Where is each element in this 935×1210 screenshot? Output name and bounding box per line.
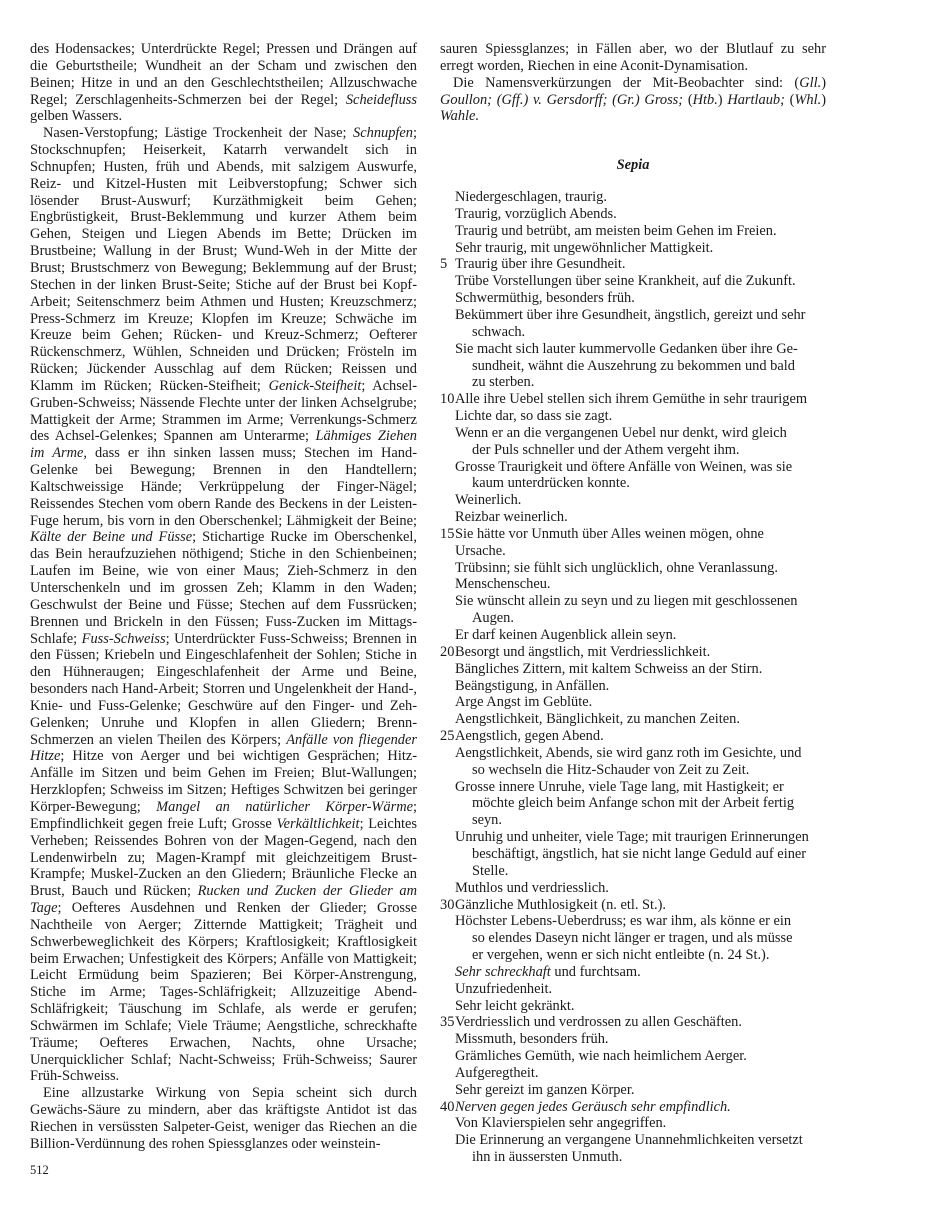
text-run: Bekümmert über ihre Gesundheit, ängstlich, gereizt und sehr bbox=[455, 306, 806, 323]
italic-text: Scheidefluss bbox=[345, 91, 417, 108]
symptom-entry bbox=[440, 341, 826, 392]
symptom-text bbox=[455, 964, 826, 981]
symptom-continuation: seyn. bbox=[472, 812, 502, 829]
symptom-entry bbox=[440, 897, 826, 914]
symptom-entry bbox=[440, 694, 826, 711]
symptom-text bbox=[455, 509, 826, 526]
symptom-entry bbox=[440, 1082, 826, 1099]
symptom-entry bbox=[440, 745, 826, 779]
symptom-entry bbox=[440, 1031, 826, 1048]
text-run: Gänzliche Muthlosigkeit (n. etl. St.). bbox=[455, 896, 667, 913]
symptom-entry bbox=[440, 240, 826, 257]
symptom-continuation: der Puls schneller und der Athem vergeht ihm. bbox=[472, 441, 740, 458]
symptom-text bbox=[455, 206, 826, 223]
italic-text: Goullon; (Gff.) v. Gersdorff; (Gr.) Gross; bbox=[440, 91, 688, 108]
text-run: Unruhig und unheiter, viele Tage; mit traurigen Erinnerungen bbox=[455, 829, 809, 846]
symptom-entry bbox=[440, 425, 826, 459]
body-paragraph bbox=[30, 41, 417, 125]
text-run: Sehr leicht gekränkt. bbox=[455, 997, 575, 1014]
symptom-entry bbox=[440, 526, 826, 543]
symptom-continuation: Stelle. bbox=[472, 862, 509, 879]
symptom-text bbox=[455, 728, 826, 745]
text-run: Traurig über ihre Gesundheit. bbox=[455, 256, 626, 273]
symptom-text bbox=[455, 779, 826, 796]
symptom-entry bbox=[440, 256, 826, 273]
section-heading: Sepia bbox=[616, 157, 650, 174]
symptom-text bbox=[455, 661, 826, 678]
text-run: Von Klavierspielen sehr angegriffen. bbox=[455, 1115, 667, 1132]
symptom-text bbox=[455, 745, 826, 762]
text-run: Aengstlichkeit, Bänglichkeit, zu manchen Zeiten. bbox=[455, 711, 740, 728]
text-run: Traurig, vorzüglich Abends. bbox=[455, 205, 617, 222]
symptom-entry bbox=[440, 189, 826, 206]
line-number: 30 bbox=[440, 896, 455, 913]
symptom-continuation: so wechseln die Hitz-Schauder von Zeit zu Zeit. bbox=[472, 761, 750, 778]
text-run: Menschenscheu. bbox=[455, 576, 551, 593]
symptom-entry bbox=[440, 1099, 826, 1116]
text-run: ; Stichartige Rucke im Oberschenkel, das Bein heraufzuziehen nöthigend; Stiche in den Schienbeinen; Laufen im Beine, wie von einer Maus; Zieh-Schmerz in den Unterschenkeln und im grossen Zeh; Klamm in den Waden; Geschwulst der Beine und Füsse; Stechen auf dem Fussrücken; Brennen und Brickeln in den Füssen; Fuss-Zucken im Mittags-Schlafe; bbox=[30, 529, 417, 647]
symptom-text bbox=[455, 1048, 826, 1065]
symptom-text bbox=[455, 492, 826, 509]
symptom-text bbox=[455, 526, 826, 543]
text-run: Aengstlich, gegen Abend. bbox=[455, 728, 604, 745]
symptom-continuation: zu sterben. bbox=[472, 374, 535, 391]
symptom-entry bbox=[440, 307, 826, 341]
text-run: Niedergeschlagen, traurig. bbox=[455, 189, 607, 206]
text-run: Besorgt und ängstlich, mit Verdriesslichkeit. bbox=[455, 643, 711, 660]
text-run: Lichte dar, so dass sie zagt. bbox=[455, 408, 613, 425]
text-run: Sie hätte vor Unmuth über Alles weinen mögen, ohne bbox=[455, 525, 764, 542]
text-run: des Hodensackes; Unterdrückte Regel; Pressen und Drängen auf die Geburtstheile; Wundheit an der Scham und zwischen den Beinen; Hitze in und an den Geschlechtstheilen; Allzuschwache Regel; Zerschlagenheits-Schmerzen bei der Regel; bbox=[30, 41, 417, 108]
symptom-text bbox=[455, 543, 826, 560]
italic-text: Hartlaub; bbox=[727, 91, 785, 108]
symptom-text bbox=[455, 1099, 826, 1116]
text-run: Aufgeregtheit. bbox=[455, 1064, 539, 1081]
text-run: Wenn er an die vergangenen Uebel nur denkt, wird gleich bbox=[455, 424, 787, 441]
text-run: sauren Spiessglanzes; in Fällen aber, wo der Blutlauf zu sehr erregt worden, Riechen in eine Aconit-Dynamisation. bbox=[440, 41, 826, 74]
text-run: Trübsinn; sie fühlt sich unglücklich, ohne Veranlassung. bbox=[455, 559, 778, 576]
symptom-entry bbox=[440, 459, 826, 493]
text-run: ; Unterdrückter Fuss-Schweiss; Brennen in den Füssen; Kriebeln und Eingeschlafenheit der Sohlen; Stiche in den Hühneraugen; Eingeschlafenheit der Arme und Beine, besonders nach Hand-Arbeit; Storren und Ungelenkheit der Hand-, Knie- und Fuss-Gelenke; Geschwüre auf den Finger- und Zeh-Gelenken; Unruhe und Klopfen in allen Gliedern; Brenn-Schmerzen an vielen Theilen des Körpers; bbox=[30, 630, 418, 748]
symptom-text bbox=[455, 1132, 826, 1149]
symptom-text bbox=[455, 897, 826, 914]
symptom-entry bbox=[440, 1048, 826, 1065]
text-run: Eine allzustarke Wirkung von Sepia scheint sich durch Gewächs-Säure zu mindern, aber das kräftigste Antidot ist das Riechen in versüssten Salpeter-Geist, weniger das Riechen an die Billion-Verdünnung des rohen Spiessglanzes oder weinstein- bbox=[30, 1085, 417, 1152]
italic-text: Verkältlichkeit bbox=[276, 815, 360, 832]
symptom-text bbox=[455, 341, 826, 358]
italic-text: Whl. bbox=[794, 91, 822, 108]
text-run: Beängstigung, in Anfällen. bbox=[455, 677, 610, 694]
symptom-text bbox=[455, 408, 826, 425]
symptom-text bbox=[455, 273, 826, 290]
symptom-entry bbox=[440, 829, 826, 880]
text-run: Die Erinnerung an vergangene Unannehmlichkeiten versetzt bbox=[455, 1132, 803, 1149]
symptom-entry bbox=[440, 223, 826, 240]
symptom-entry bbox=[440, 576, 826, 593]
text-run: ; Oefteres Ausdehnen und Renken der Glieder; Grosse Nachtheile von Aerger; Zitternde Mattigkeit; Trägheit und Schwerbeweglichkeit des Körpers; Kraftlosigkeit; Kraftlosigkeit beim Erwachen; Unfestigkeit des Körpers; Anfälle von Mattigkeit; Leicht Ermüdung beim Spazieren; Bei Körper-Anstrengung, Stiche im Arme; Tages-Schläfrigkeit; Allzuzeitige Abend-Schläfrigkeit; Täuschung im Schlafe, als werde er gerufen; Schwärmen im Schlafe; Viele Träume; Aengstliche, schreckhafte Träume; Oefteres Erwachen, Nachts, ohne Ursache; Unerquicklicher Schlaf; Nacht-Schweiss; Früh-Schweiss; Saurer Früh-Schweiss. bbox=[30, 900, 417, 1085]
italic-text: Kälte der Beine und Füsse bbox=[30, 529, 193, 546]
italic-text: Gll. bbox=[799, 74, 822, 91]
symptom-entry bbox=[440, 273, 826, 290]
line-number: 40 bbox=[440, 1098, 455, 1115]
symptom-text bbox=[455, 1082, 826, 1099]
symptom-text bbox=[455, 678, 826, 695]
text-run: Weinerlich. bbox=[455, 492, 522, 509]
symptom-entry bbox=[440, 290, 826, 307]
symptom-continuation: möchte gleich beim Anfange schon mit der Arbeit fertig bbox=[472, 795, 795, 812]
symptom-entry bbox=[440, 981, 826, 998]
line-number: 20 bbox=[440, 643, 455, 660]
symptom-text bbox=[455, 223, 826, 240]
text-run: Grämliches Gemüth, wie nach heimlichem Aerger. bbox=[455, 1048, 747, 1065]
text-run: ; Achsel-Gruben-Schweiss; Nässende Flechte unter der linken Achselgrube; Mattigkeit der Arme; Strammen im Arme; Verrenkungs-Schmerz des Achsel-Gelenkes; Spannen am Unterarme; bbox=[30, 377, 417, 445]
symptom-list bbox=[440, 189, 826, 1166]
symptom-text bbox=[455, 913, 826, 930]
symptom-entry bbox=[440, 998, 826, 1015]
symptom-entry bbox=[440, 543, 826, 560]
symptom-entry bbox=[440, 644, 826, 661]
text-run: Grosse innere Unruhe, viele Tage lang, mit Hastigkeit; er bbox=[455, 778, 784, 795]
text-run: Sie macht sich lauter kummervolle Gedanken über ihre Ge- bbox=[455, 340, 798, 357]
symptom-text bbox=[455, 189, 826, 206]
text-run: ; Hitze von Aerger und bei wichtigen Gesprächen; Hitz-Anfälle im Sitzen und beim Gehen im Freien; Blut-Wallungen; Herzklopfen; Schweiss im Sitzen; Heftiges Schwitzen bei geringer Körper-Bewegung; bbox=[30, 748, 417, 815]
symptom-entry bbox=[440, 1115, 826, 1132]
symptom-continuation: ihn in äussersten Unmuth. bbox=[472, 1149, 623, 1166]
symptom-text bbox=[455, 627, 826, 644]
text-run: Grosse Traurigkeit und öftere Anfälle von Weinen, was sie bbox=[455, 458, 793, 475]
text-run: Bängliches Zittern, mit kaltem Schweiss an der Stirn. bbox=[455, 660, 763, 677]
text-run: Ursache. bbox=[455, 542, 506, 559]
text-run: ; Empfindlichkeit gegen freie Luft; Grosse bbox=[30, 798, 417, 832]
italic-text: Wahle. bbox=[440, 108, 480, 125]
symptom-entry bbox=[440, 728, 826, 745]
text-run: Sehr traurig, mit ungewöhnlicher Mattigkeit. bbox=[455, 239, 714, 256]
text-run: Sehr gereizt im ganzen Körper. bbox=[455, 1081, 635, 1098]
symptom-text bbox=[455, 711, 826, 728]
text-run: ( bbox=[687, 91, 693, 108]
symptom-text bbox=[455, 829, 826, 846]
symptom-text bbox=[455, 694, 826, 711]
italic-text: Schnupfen bbox=[353, 125, 413, 142]
symptom-entry bbox=[440, 391, 826, 408]
symptom-entry bbox=[440, 964, 826, 981]
page-number: 512 bbox=[30, 1163, 49, 1177]
symptom-text bbox=[455, 576, 826, 593]
symptom-continuation: beschäftigt, ängstlich, hat sie nicht lange Geduld auf einer bbox=[472, 845, 807, 862]
symptom-entry bbox=[440, 913, 826, 964]
line-number: 25 bbox=[440, 728, 455, 745]
symptom-text bbox=[455, 391, 826, 408]
symptom-entry bbox=[440, 880, 826, 897]
symptom-text bbox=[455, 1031, 826, 1048]
symptom-continuation: Augen. bbox=[472, 610, 514, 627]
italic-text: Genick-Steifheit bbox=[268, 377, 362, 394]
italic-text: Htb. bbox=[692, 91, 718, 108]
right-column bbox=[440, 41, 826, 1166]
symptom-text bbox=[455, 998, 826, 1015]
text-run: ) bbox=[717, 91, 728, 108]
line-number: 5 bbox=[440, 256, 448, 273]
symptom-text bbox=[455, 290, 826, 307]
text-run: Trübe Vorstellungen über seine Krankheit, auf die Zukunft. bbox=[455, 273, 796, 290]
symptom-text bbox=[455, 256, 826, 273]
text-run: , dass er ihn sinken lassen muss; Stechen im Hand-Gelenke bei Bewegung; Brennen in den Handtellern; Kaltschweissige Hände; Verkrüppelung der Finger-Nägel; Reissendes Stechen vom obern Rande des Beckens in der Leisten-Fuge herum, bis vorn in den Oberschenkel; Lähmigkeit der Beine; bbox=[30, 445, 417, 529]
symptom-continuation: kaum unterdrücken konnte. bbox=[472, 475, 630, 492]
symptom-text bbox=[455, 880, 826, 897]
italic-text: Mangel an natürlicher Körper-Wärme bbox=[156, 798, 413, 815]
symptom-text bbox=[455, 1014, 826, 1031]
symptom-text bbox=[455, 1115, 826, 1132]
text-run: Verdriesslich und verdrossen zu allen Geschäften. bbox=[455, 1014, 742, 1031]
text-run: Unzufriedenheit. bbox=[455, 980, 553, 997]
symptom-continuation: er vergehen, wenn er sich nicht entleibte (n. 24 St.). bbox=[472, 947, 770, 964]
italic-text: Anfälle von fliegender Hitze bbox=[30, 731, 417, 765]
text-run: Arge Angst im Geblüte. bbox=[455, 694, 593, 711]
italic-text: Rucken und Zucken der Glieder am Tage bbox=[30, 883, 418, 917]
text-run: Nasen-Verstopfung; Lästige Trockenheit der Nase; bbox=[43, 125, 354, 142]
symptom-entry bbox=[440, 206, 826, 223]
symptom-entry bbox=[440, 408, 826, 425]
text-run: Aengstlichkeit, Abends, sie wird ganz roth im Gesichte, und bbox=[455, 744, 802, 761]
text-run: Alle ihre Uebel stellen sich ihrem Gemüthe in sehr traurigem bbox=[455, 391, 808, 408]
text-run: gelben Wassers. bbox=[30, 108, 123, 125]
text-run: Reizbar weinerlich. bbox=[455, 509, 568, 526]
line-number: 35 bbox=[440, 1014, 455, 1031]
body-paragraph bbox=[30, 125, 417, 1085]
symptom-text bbox=[455, 560, 826, 577]
symptom-entry bbox=[440, 627, 826, 644]
symptom-entry bbox=[440, 509, 826, 526]
symptom-entry bbox=[440, 1132, 826, 1166]
body-paragraph bbox=[30, 1085, 417, 1152]
symptom-text bbox=[455, 593, 826, 610]
text-run: Traurig und betrübt, am meisten beim Gehen im Freien. bbox=[455, 222, 777, 239]
left-column bbox=[30, 41, 417, 1153]
text-run: Sie wünscht allein zu seyn und zu liegen mit geschlossenen bbox=[455, 593, 798, 610]
text-run: ; Stockschnupfen; Heiserkeit, Katarrh verwandelt sich in Schnupfen; Husten, früh und Abends, mit salzigem Auswurfe, Reiz- und Kitzel-Husten mit Leibverstopfung; Schwer sich lösender Brust-Auswurf; Kurzäthmigkeit beim Gehen; Engbrüstigkeit, Brust-Beklemmung und kurzer Athem beim Gehen, Steigen und Liegen Abends im Bette; Drücken im Brustbeine; Wallung in der Brust; Wund-Weh in der Mitte der Brust; Brustschmerz von Bewegung; Beklemmung auf der Brust; Stechen in der linken Brust-Seite; Stiche auf der Brust bei Kopf-Arbeit; Seitenschmerz beim Athmen und Husten; Kreuzschmerz; Press-Schmerz im Kreuze; Klopfen im Kreuze; Schwäche im Kreuze beim Gehen; Rücken- und Kreuz-Schmerz; Oefterer Rückenschmerz, Wühlen, Schneiden und Drücken; Frösteln im Rücken; Jückender Ausschlag auf dem Rücken; Reissen und Klamm im Rücken; Rücken-Steifheit; bbox=[30, 125, 417, 394]
text-run: ) bbox=[821, 74, 826, 91]
symptom-entry bbox=[440, 1065, 826, 1082]
text-run: ; Leichtes Verheben; Reissendes Bohren von der Magen-Gegend, nach den Lendenwirbeln zu; Magen-Krampf mit gleichzeitigem Brust-Krampfe; Muskel-Zucken an den Gliedern; Bräunliche Flecke an Brust, Bauch und Rücken; bbox=[30, 815, 417, 900]
italic-text: Lähmiges Ziehen im Arme bbox=[30, 428, 417, 462]
text-run: ) bbox=[821, 91, 827, 108]
symptom-entry bbox=[440, 661, 826, 678]
italic-text: Nerven gegen jedes Geräusch sehr empfindlich. bbox=[455, 1098, 731, 1115]
symptom-text bbox=[455, 644, 826, 661]
symptom-entry bbox=[440, 492, 826, 509]
symptom-text bbox=[455, 425, 826, 442]
italic-text: Sehr schreckhaft bbox=[455, 963, 551, 980]
symptom-continuation: so elendes Daseyn nicht länger er tragen, und als müsse bbox=[472, 930, 793, 947]
text-run: Schwermüthig, besonders früh. bbox=[455, 290, 635, 307]
text-run: Höchster Lebens-Ueberdruss; es war ihm, als könne er ein bbox=[455, 913, 792, 930]
abbreviations-paragraph bbox=[440, 75, 826, 126]
symptom-text bbox=[455, 459, 826, 476]
body-paragraph bbox=[440, 41, 826, 75]
text-run: und furchtsam. bbox=[550, 963, 641, 980]
text-run: Muthlos und verdriesslich. bbox=[455, 879, 609, 896]
symptom-text bbox=[455, 1065, 826, 1082]
line-number: 15 bbox=[440, 525, 455, 542]
text-run: Missmuth, besonders früh. bbox=[455, 1031, 609, 1048]
italic-text: Fuss-Schweiss bbox=[81, 630, 166, 647]
symptom-entry bbox=[440, 711, 826, 728]
symptom-continuation: schwach. bbox=[472, 323, 526, 340]
symptom-entry bbox=[440, 779, 826, 830]
symptom-text bbox=[455, 240, 826, 257]
line-number: 10 bbox=[440, 391, 455, 408]
text-run: Er darf keinen Augenblick allein seyn. bbox=[455, 627, 677, 643]
symptom-entry bbox=[440, 560, 826, 577]
symptom-entry bbox=[440, 1014, 826, 1031]
symptom-text bbox=[455, 981, 826, 998]
symptom-text bbox=[455, 307, 826, 324]
symptom-entry bbox=[440, 593, 826, 627]
text-run: ( bbox=[784, 91, 795, 108]
symptom-continuation: sundheit, wähnt die Auszehrung zu bekommen und bald bbox=[472, 357, 795, 374]
symptom-entry bbox=[440, 678, 826, 695]
text-run: Die Namensverkürzungen der Mit-Beobachter sind: ( bbox=[453, 74, 800, 91]
